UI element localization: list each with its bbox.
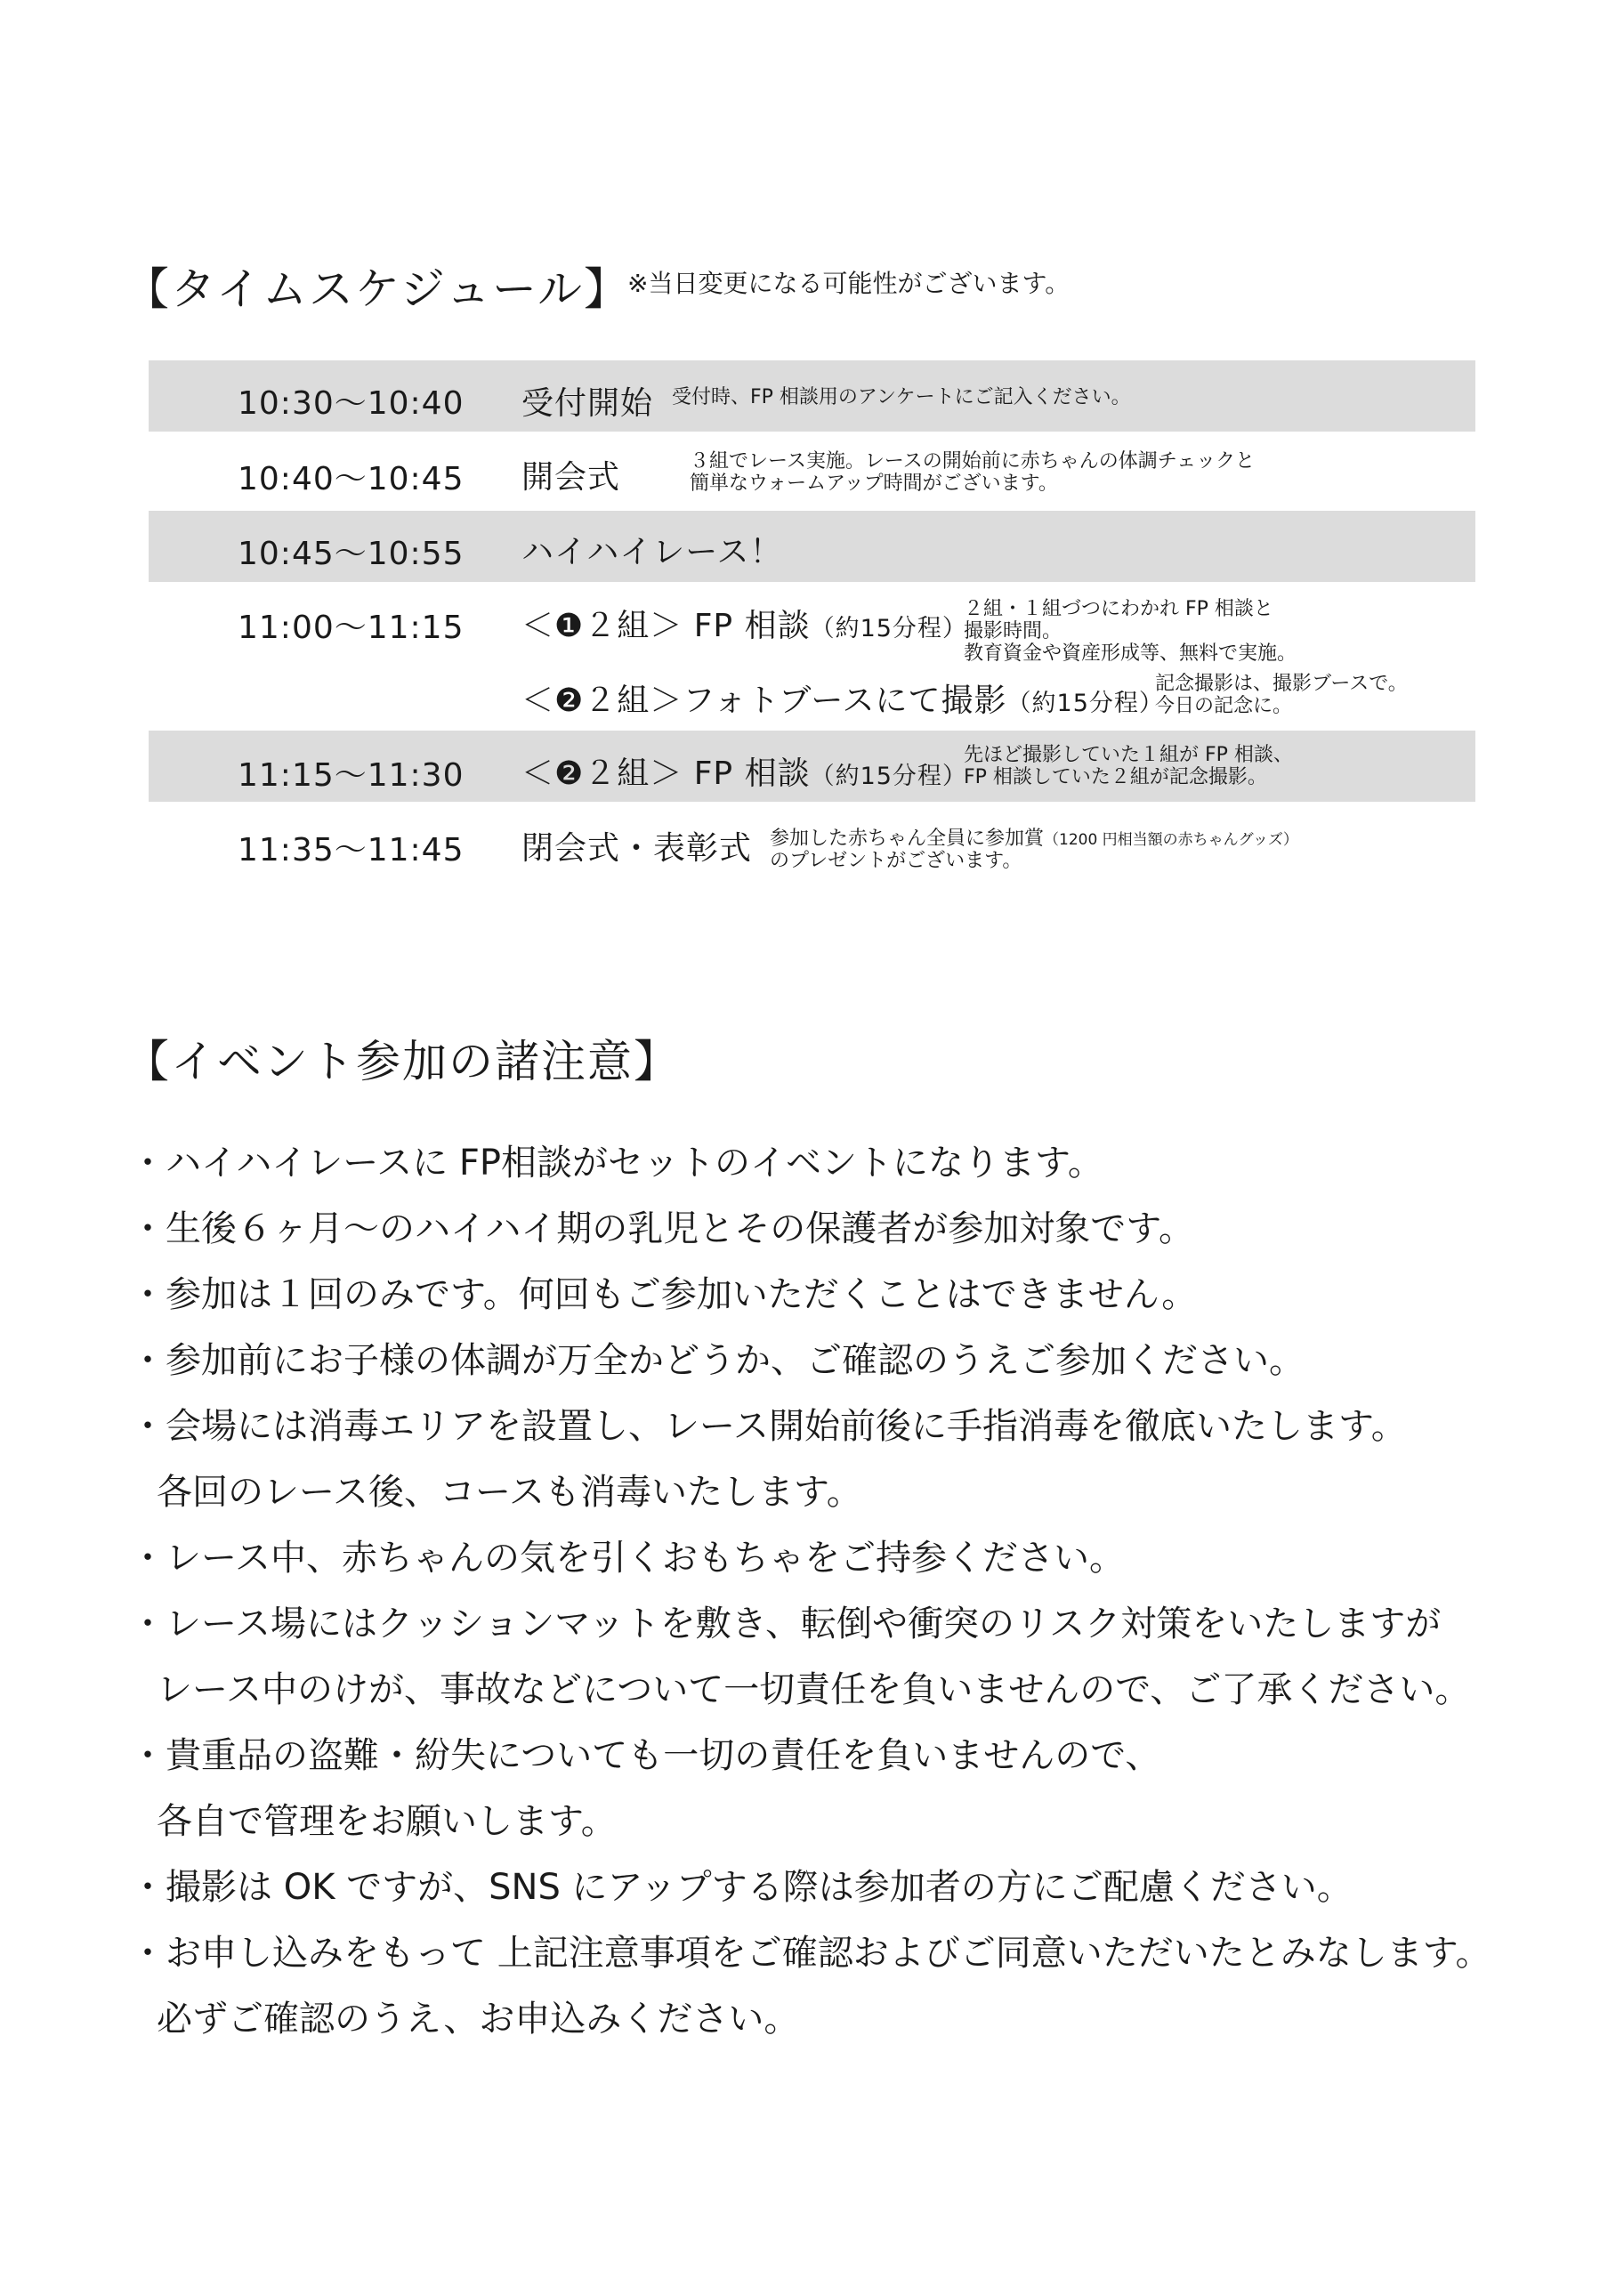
notice-item: 各自で管理をお願いします。 — [157, 1801, 617, 1842]
notice-item: ・レース中、赤ちゃんの気を引くおもちゃをご持参ください。 — [130, 1538, 1125, 1579]
schedule-time: 10:30〜10:40 — [238, 385, 465, 422]
notice-item: ・参加は１回のみです。何回もご参加いただくことはできません。 — [130, 1274, 1198, 1315]
schedule-activity: ＜❷２組＞ FP 相談（約15分程） — [521, 755, 967, 792]
notice-item: ・レース場にはクッションマットを敷き、転倒や衝突のリスク対策をいたしますが — [130, 1603, 1442, 1644]
notice-item: ・会場には消毒エリアを設置し、レース開始前後に手指消毒を徹底いたします。 — [130, 1406, 1407, 1447]
schedule-description: 記念撮影は、撮影ブースで。 — [1155, 673, 1408, 695]
schedule-description: 先ほど撮影していた１組が FP 相談、 — [964, 744, 1293, 766]
schedule-description: ３組でレース実施。レースの開始前に赤ちゃんの体調チェックと — [690, 450, 1256, 473]
notice-item: 必ずご確認のうえ、お申込みください。 — [157, 1999, 800, 2040]
schedule-activity: 開会式 — [521, 459, 621, 496]
notice-item: レース中のけが、事故などについて一切責任を負いませんので、ご了承ください。 — [157, 1669, 1471, 1710]
notice-item: ・お申し込みをもって 上記注意事項をご確認およびご同意いただいたとみなします。 — [130, 1933, 1491, 1974]
notice-item: ・ハイハイレースに FP相談がセットのイベントになります。 — [130, 1143, 1103, 1183]
schedule-description: 今日の記念に。 — [1155, 695, 1293, 717]
schedule-note: ※当日変更になる可能性がございます。 — [627, 269, 1071, 298]
schedule-activity: 受付開始 — [521, 385, 654, 422]
notice-item: ・撮影は OK ですが、SNS にアップする際は参加者の方にご配慮ください。 — [130, 1867, 1353, 1908]
notice-item: ・貴重品の盗難・紛失についても一切の責任を負いませんので、 — [130, 1735, 1161, 1776]
notice-item: 各回のレース後、コースも消毒いたします。 — [157, 1472, 862, 1513]
schedule-description: FP 相談していた２組が記念撮影。 — [964, 766, 1267, 788]
schedule-time: 11:15〜11:30 — [238, 757, 465, 794]
schedule-description: 撮影時間。 — [964, 620, 1062, 642]
schedule-time: 11:00〜11:15 — [238, 610, 465, 646]
notice-item: ・生後６ヶ月〜のハイハイ期の乳児とその保護者が参加対象です。 — [130, 1208, 1194, 1249]
schedule-description: 参加した赤ちゃん全員に参加賞（1200 円相当額の赤ちゃんグッズ） — [770, 828, 1298, 850]
schedule-activity: ＜❶２組＞ FP 相談（約15分程） — [521, 608, 967, 644]
schedule-description: のプレゼントがございます。 — [770, 850, 1022, 872]
schedule-time: 11:35〜11:45 — [238, 832, 465, 868]
schedule-activity: ハイハイレース！ — [521, 534, 783, 570]
schedule-activity: 閉会式・表彰式 — [521, 830, 753, 867]
schedule-time: 10:40〜10:45 — [238, 461, 465, 497]
schedule-description: ２組・１組づつにわかれ FP 相談と — [964, 598, 1273, 620]
schedule-description: 受付時、FP 相談用のアンケートにご記入ください。 — [672, 386, 1131, 408]
schedule-activity: ＜❷２組＞フォトブースにて撮影（約15分程） — [521, 683, 1164, 719]
schedule-heading: 【タイムスケジュール】 — [125, 263, 630, 315]
schedule-description: 教育資金や資産形成等、無料で実施。 — [964, 642, 1297, 665]
notice-item: ・参加前にお子様の体調が万全かどうか、ご確認のうえご参加ください。 — [130, 1340, 1305, 1381]
schedule-time: 10:45〜10:55 — [238, 536, 465, 572]
notices-heading: 【イベント参加の諸注意】 — [125, 1036, 680, 1087]
schedule-description: 簡単なウォームアップ時間がございます。 — [690, 473, 1058, 495]
